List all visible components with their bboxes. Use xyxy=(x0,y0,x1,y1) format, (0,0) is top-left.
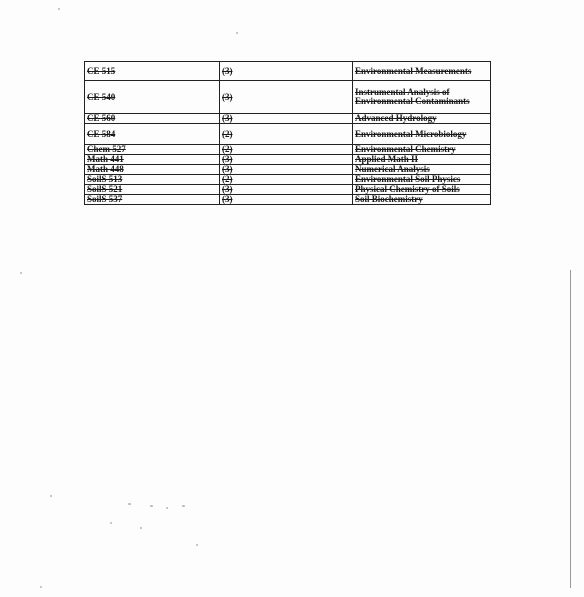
table-row xyxy=(85,81,491,114)
table-row xyxy=(85,124,491,145)
course-code: SoilS 513 xyxy=(85,175,220,185)
table-row xyxy=(85,185,491,195)
table-row xyxy=(85,175,491,185)
course-title: Applied Math II xyxy=(353,155,491,165)
course-code: CE 560 xyxy=(85,114,220,124)
course-credits: (3) xyxy=(220,114,353,124)
course-code: Math 448 xyxy=(85,165,220,175)
scan-speck xyxy=(236,32,238,34)
course-credits: (3) xyxy=(220,62,353,81)
course-title: Soil Biochemistry xyxy=(353,195,491,205)
course-credits: (3) xyxy=(220,185,353,195)
course-credits: (3) xyxy=(220,165,353,175)
table-row xyxy=(85,145,491,155)
course-credits: (3) xyxy=(220,195,353,205)
course-title: Advanced Hydrology xyxy=(353,114,491,124)
course-credits: (2) xyxy=(220,124,353,145)
course-code: Chem 527 xyxy=(85,145,220,155)
course-code: SoilS 521 xyxy=(85,185,220,195)
course-title: Instrumental Analysis of Environmental Contaminants xyxy=(353,81,491,114)
scan-speck xyxy=(196,544,198,546)
course-credits: (3) xyxy=(220,155,353,165)
course-code: CE 515 xyxy=(85,62,220,81)
scan-speck xyxy=(40,586,42,588)
scan-speck xyxy=(166,507,168,509)
course-credits: (3) xyxy=(220,81,353,114)
course-credits: (2) xyxy=(220,175,353,185)
table-row xyxy=(85,165,491,175)
scan-speck xyxy=(110,522,112,524)
table-row xyxy=(85,114,491,124)
scan-speck xyxy=(20,272,22,274)
course-credits: (2) xyxy=(220,145,353,155)
table-row xyxy=(85,62,491,81)
scan-edge-line xyxy=(570,270,571,588)
course-code: Math 441 xyxy=(85,155,220,165)
scan-speck xyxy=(182,505,185,507)
scan-speck xyxy=(58,8,60,10)
course-title: Environmental Soil Physics xyxy=(353,175,491,185)
scan-speck xyxy=(128,503,131,505)
course-title: Environmental Microbiology xyxy=(353,124,491,145)
scan-speck xyxy=(50,495,52,497)
scan-speck xyxy=(140,527,142,529)
course-code: CE 540 xyxy=(85,81,220,114)
course-code: CE 584 xyxy=(85,124,220,145)
course-title: Physical Chemistry of Soils xyxy=(353,185,491,195)
course-title: Environmental Measurements xyxy=(353,62,491,81)
table-row xyxy=(85,155,491,165)
course-title: Numerical Analysis xyxy=(353,165,491,175)
scan-speck xyxy=(150,505,153,507)
table-row xyxy=(85,195,491,205)
course-table xyxy=(84,61,491,205)
course-title: Environmental Chemistry xyxy=(353,145,491,155)
course-code: SoilS 537 xyxy=(85,195,220,205)
